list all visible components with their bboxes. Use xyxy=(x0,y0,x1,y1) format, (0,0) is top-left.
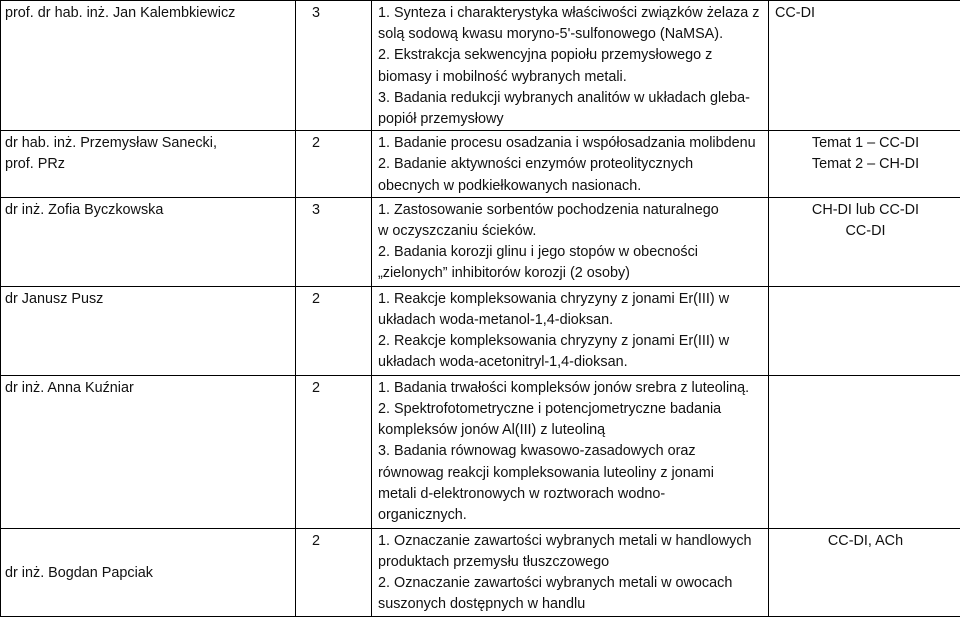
topic-text: kompleksów jonów Al(III) z luteoliną xyxy=(378,422,606,439)
topic-item xyxy=(378,289,764,331)
topic-text: solą sodową kwasu moryno-5'-sulfonowego (NaMSA). xyxy=(378,26,724,43)
topic-item xyxy=(378,441,764,526)
topic-text: 1. Zastosowanie sorbentów pochodzenia naturalnego xyxy=(378,201,719,218)
table-row xyxy=(1,528,960,616)
topics-cell xyxy=(372,197,769,286)
topic-text: 3. Badania redukcji wybranych analitów w układach gleba- xyxy=(378,89,750,106)
supervisor-name: prof. dr hab. inż. Jan Kalembkiewicz xyxy=(5,5,236,21)
topic-text: 2. Spektrofotometryczne i potencjometryczne badania xyxy=(378,401,722,418)
topic-text: 2. Ekstrakcja sekwencyjna popiołu przemysłowego z xyxy=(378,47,713,64)
topic-text: 1. Badania trwałości kompleksów jonów srebra z luteoliną. xyxy=(378,379,750,396)
topic-text: 1. Synteza i charakterystyka właściwości związków żelaza z xyxy=(378,5,760,21)
supervisor-name: dr hab. inż. Przemysław Sanecki, xyxy=(5,135,217,152)
study-form-cell xyxy=(769,1,960,131)
topic-item xyxy=(378,378,764,399)
student-count-cell xyxy=(296,197,372,286)
topic-text: produktach przemysłu tłuszczowego xyxy=(378,554,610,571)
topic-item xyxy=(378,531,764,573)
study-form-cell xyxy=(769,528,960,616)
student-count: 2 xyxy=(312,379,321,396)
study-form-cell xyxy=(769,286,960,375)
table-row xyxy=(1,286,960,375)
topic-item xyxy=(378,154,764,196)
topic-text: organicznych. xyxy=(378,507,467,524)
topic-text: układach woda-metanol-1,4-dioksan. xyxy=(378,312,614,329)
topic-text: „zielonych” inhibitorów korozji (2 osoby) xyxy=(378,265,630,282)
supervisor-cell xyxy=(1,528,296,616)
table-row xyxy=(1,131,960,198)
student-count: 3 xyxy=(312,201,321,218)
study-form: CH-DI lub CC-DI xyxy=(811,201,920,218)
supervisor-cell xyxy=(1,197,296,286)
topic-item xyxy=(378,331,764,373)
study-form: CC-DI xyxy=(845,223,886,240)
supervisor-name: dr inż. Zofia Byczkowska xyxy=(5,201,164,218)
topic-text: w oczyszczaniu ścieków. xyxy=(378,223,537,240)
topic-text: biomasy i mobilność wybranych metali. xyxy=(378,68,627,85)
supervisor-name: prof. PRz xyxy=(5,156,65,173)
topic-text: obecnych w podkiełkowanych nasionach. xyxy=(378,177,642,194)
supervisor-name: dr inż. Bogdan Papciak xyxy=(5,564,153,581)
topic-item xyxy=(378,133,764,154)
topics-cell xyxy=(372,375,769,528)
study-form: CC-DI xyxy=(775,5,815,21)
supervisor-cell xyxy=(1,1,296,131)
topic-text: metali d-elektronowych w roztworach wodno- xyxy=(378,485,666,502)
student-count: 3 xyxy=(312,5,321,21)
topic-item xyxy=(378,573,764,615)
topic-text: popiół przemysłowy xyxy=(378,111,504,128)
topic-text: suszonych dostępnych w handlu xyxy=(378,596,586,613)
topic-item xyxy=(378,200,764,242)
supervisor-cell xyxy=(1,131,296,198)
table-row xyxy=(1,375,960,528)
topics-cell xyxy=(372,528,769,616)
supervisor-name: dr inż. Anna Kuźniar xyxy=(5,379,134,396)
study-form-cell xyxy=(769,197,960,286)
study-form: Temat 1 – CC-DI xyxy=(811,135,920,152)
topic-text: 1. Reakcje kompleksowania chryzyny z jonami Er(III) w xyxy=(378,290,730,307)
student-count: 2 xyxy=(312,135,321,152)
student-count-cell xyxy=(296,1,372,131)
study-form: Temat 2 – CH-DI xyxy=(811,156,920,173)
supervisor-cell xyxy=(1,375,296,528)
table-row xyxy=(1,1,960,131)
student-count: 2 xyxy=(312,532,321,549)
table-row xyxy=(1,197,960,286)
study-form: CC-DI, ACh xyxy=(827,532,904,549)
topic-text: równowag reakcji kompleksowania luteoliny z jonami xyxy=(378,464,714,481)
student-count-cell xyxy=(296,286,372,375)
topic-text: układach woda-acetonitryl-1,4-dioksan. xyxy=(378,354,628,371)
topic-item xyxy=(378,88,764,130)
student-count-cell xyxy=(296,528,372,616)
student-count: 2 xyxy=(312,290,321,307)
study-form-cell xyxy=(769,375,960,528)
topic-text: 2. Oznaczanie zawartości wybranych metali w owocach xyxy=(378,575,733,592)
topic-text: 2. Badanie aktywności enzymów proteolitycznych xyxy=(378,156,694,173)
supervisor-cell xyxy=(1,286,296,375)
student-count-cell xyxy=(296,131,372,198)
topic-item xyxy=(378,399,764,441)
topic-item xyxy=(378,242,764,284)
topic-text: 2. Reakcje kompleksowania chryzyny z jonami Er(III) w xyxy=(378,333,730,350)
topics-cell xyxy=(372,1,769,131)
topic-text: 3. Badania równowag kwasowo-zasadowych oraz xyxy=(378,443,696,460)
topic-item xyxy=(378,45,764,87)
study-form-cell xyxy=(769,131,960,198)
topics-cell xyxy=(372,286,769,375)
student-count-cell xyxy=(296,375,372,528)
supervisor-name: dr Janusz Pusz xyxy=(5,290,104,307)
topic-text: 1. Badanie procesu osadzania i współosadzania molibdenu xyxy=(378,135,756,152)
topic-text: 2. Badania korozji glinu i jego stopów w obecności xyxy=(378,244,698,261)
topics-cell xyxy=(372,131,769,198)
topic-text: 1. Oznaczanie zawartości wybranych metali w handlowych xyxy=(378,532,752,549)
topic-item xyxy=(378,3,764,45)
